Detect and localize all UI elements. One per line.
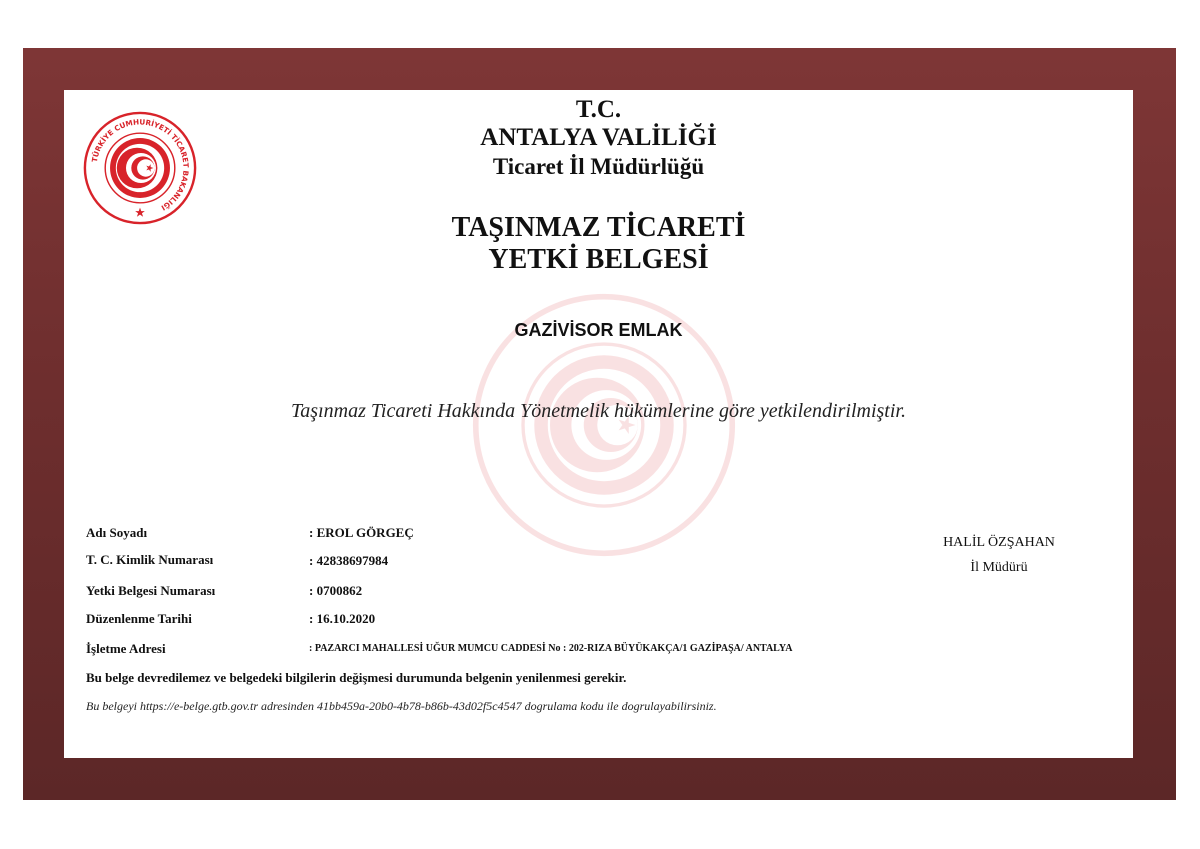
field-value-business-address: : PAZARCI MAHALLESİ UĞUR MUMCU CADDESİ No : 202-RIZA BÜYÜKAKÇA/1 GAZİPAŞA/ ANTALYA	[309, 643, 793, 654]
company-name: GAZİVİSOR EMLAK	[514, 320, 683, 340]
header-governorship: ANTALYA VALİLİĞİ	[480, 124, 717, 151]
verification-note: Bu belgeyi https://e-belge.gtb.gov.tr adresinden 41bb459a-20b0-4b78-b86b-43d02f5c4547 dogrulama kodu ile dogrulayabilirsiniz.	[86, 699, 717, 713]
document-title-line1: TAŞINMAZ TİCARETİ	[451, 212, 746, 243]
field-value-name: : EROL GÖRGEÇ	[309, 525, 414, 540]
field-value-issue-date: : 16.10.2020	[309, 611, 376, 626]
signatory-name: HALİL ÖZŞAHAN	[943, 535, 1055, 550]
authorization-statement: Taşınmaz Ticareti Hakkında Yönetmelik hükümlerine göre yetkilendirilmiştir.	[291, 400, 906, 422]
seal-ring-text: TÜRKİYE CUMHURİYETİ TİCARET BAKANLIĞI	[89, 117, 191, 213]
header-state: T.C.	[575, 96, 622, 123]
field-label-name: Adı Soyadı	[86, 525, 148, 540]
signatory-title: İl Müdürü	[970, 560, 1028, 575]
header-directorate: Ticaret İl Müdürlüğü	[492, 154, 705, 179]
field-value-tc-id: : 42838697984	[309, 553, 389, 568]
field-value-certificate-number: : 0700862	[309, 583, 363, 598]
field-label-tc-id: T. C. Kimlik Numarası	[86, 552, 214, 567]
transfer-notice: Bu belge devredilemez ve belgedeki bilgilerin değişmesi durumunda belgenin yenilenmesi gerekir.	[86, 670, 627, 685]
field-label-issue-date: Düzenlenme Tarihi	[86, 611, 192, 626]
certificate-paper	[64, 90, 1133, 758]
field-label-certificate-number: Yetki Belgesi Numarası	[86, 583, 216, 598]
document-title-line2: YETKİ BELGESİ	[488, 244, 709, 275]
field-label-business-address: İşletme Adresi	[86, 641, 166, 656]
